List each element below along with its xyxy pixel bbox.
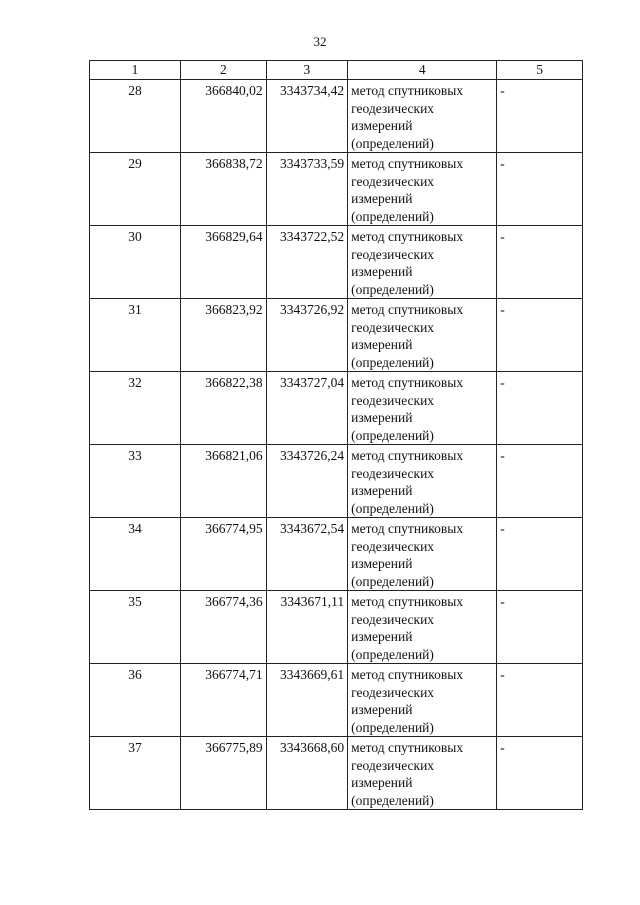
point-number-cell: 36 [90, 664, 181, 737]
y-coordinate-cell: 3343726,24 [266, 445, 347, 518]
method-cell [348, 737, 497, 810]
method-text-line: измерений [351, 702, 413, 717]
point-number-cell: 33 [90, 445, 181, 518]
y-coordinate-cell: 3343672,54 [266, 518, 347, 591]
point-number-cell: 29 [90, 153, 181, 226]
method-text-line: (определений) [351, 500, 434, 516]
note-cell: - [497, 226, 583, 299]
method-text-line: метод спутниковых [351, 448, 464, 463]
point-number-cell: 31 [90, 299, 181, 372]
x-coordinate-cell: 366838,72 [180, 153, 266, 226]
method-text-line: (определений) [351, 281, 434, 297]
method-text-line: (определений) [351, 354, 434, 370]
x-coordinate-cell: 366840,02 [180, 80, 266, 153]
note-cell: - [497, 737, 583, 810]
note-cell: - [497, 153, 583, 226]
column-header-3: 3 [266, 61, 347, 80]
method-text-line: измерений [351, 629, 413, 644]
x-coordinate-cell: 366829,64 [180, 226, 266, 299]
y-coordinate-cell: 3343668,60 [266, 737, 347, 810]
method-cell [348, 80, 497, 153]
method-text-line: измерений [351, 191, 413, 206]
method-text-line: метод спутниковых [351, 229, 464, 244]
note-cell: - [497, 299, 583, 372]
method-text-line: геодезических [351, 246, 435, 262]
method-text-line: геодезических [351, 684, 435, 700]
method-text-line: метод спутниковых [351, 375, 464, 390]
y-coordinate-cell: 3343733,59 [266, 153, 347, 226]
note-cell: - [497, 80, 583, 153]
method-text-line: (определений) [351, 208, 434, 224]
method-text-line: измерений [351, 483, 413, 498]
note-cell: - [497, 445, 583, 518]
method-text-line: измерений [351, 118, 413, 133]
method-text-line: измерений [351, 337, 413, 352]
method-text-line: геодезических [351, 100, 435, 116]
point-number-cell: 32 [90, 372, 181, 445]
method-text-line: метод спутниковых [351, 83, 464, 98]
method-text-line: измерений [351, 775, 413, 790]
table-row [90, 664, 583, 737]
coordinates-table [89, 60, 583, 810]
column-header-1: 1 [90, 61, 181, 80]
y-coordinate-cell: 3343727,04 [266, 372, 347, 445]
method-text-line: геодезических [351, 173, 435, 189]
x-coordinate-cell: 366822,38 [180, 372, 266, 445]
point-number-cell: 37 [90, 737, 181, 810]
method-text-line: метод спутниковых [351, 156, 464, 171]
page-number: 32 [313, 34, 327, 49]
x-coordinate-cell: 366774,36 [180, 591, 266, 664]
method-text-line: (определений) [351, 792, 434, 808]
table-header-row [90, 61, 583, 80]
table-row [90, 299, 583, 372]
method-text-line: геодезических [351, 465, 435, 481]
method-cell [348, 372, 497, 445]
point-number-cell: 30 [90, 226, 181, 299]
method-cell [348, 299, 497, 372]
x-coordinate-cell: 366774,95 [180, 518, 266, 591]
method-text-line: (определений) [351, 646, 434, 662]
method-text-line: геодезических [351, 611, 435, 627]
table-row [90, 80, 583, 153]
method-text-line: метод спутниковых [351, 521, 464, 536]
method-text-line: (определений) [351, 135, 434, 151]
x-coordinate-cell: 366774,71 [180, 664, 266, 737]
method-text-line: геодезических [351, 319, 435, 335]
point-number-cell: 34 [90, 518, 181, 591]
column-header-2: 2 [180, 61, 266, 80]
method-text-line: (определений) [351, 573, 434, 589]
method-cell [348, 445, 497, 518]
x-coordinate-cell: 366823,92 [180, 299, 266, 372]
point-number-cell: 35 [90, 591, 181, 664]
method-text-line: измерений [351, 556, 413, 571]
method-text-line: метод спутниковых [351, 302, 464, 317]
y-coordinate-cell: 3343726,92 [266, 299, 347, 372]
point-number-cell: 28 [90, 80, 181, 153]
method-text-line: метод спутниковых [351, 740, 464, 755]
method-cell [348, 518, 497, 591]
table-row [90, 153, 583, 226]
x-coordinate-cell: 366775,89 [180, 737, 266, 810]
table-row [90, 737, 583, 810]
method-text-line: геодезических [351, 757, 435, 773]
note-cell: - [497, 664, 583, 737]
y-coordinate-cell: 3343669,61 [266, 664, 347, 737]
table-row [90, 518, 583, 591]
note-cell: - [497, 518, 583, 591]
method-text-line: (определений) [351, 427, 434, 443]
method-text-line: (определений) [351, 719, 434, 735]
column-header-4: 4 [348, 61, 497, 80]
table-row [90, 226, 583, 299]
method-text-line: метод спутниковых [351, 594, 464, 609]
method-text-line: метод спутниковых [351, 667, 464, 682]
method-text-line: геодезических [351, 538, 435, 554]
y-coordinate-cell: 3343722,52 [266, 226, 347, 299]
table-row [90, 445, 583, 518]
table-body [90, 80, 583, 810]
method-cell [348, 591, 497, 664]
method-text-line: измерений [351, 264, 413, 279]
column-header-5: 5 [497, 61, 583, 80]
method-text-line: геодезических [351, 392, 435, 408]
method-cell [348, 153, 497, 226]
note-cell: - [497, 591, 583, 664]
table-row [90, 372, 583, 445]
table-row [90, 591, 583, 664]
method-text-line: измерений [351, 410, 413, 425]
method-cell [348, 226, 497, 299]
y-coordinate-cell: 3343734,42 [266, 80, 347, 153]
y-coordinate-cell: 3343671,11 [266, 591, 347, 664]
method-cell [348, 664, 497, 737]
note-cell: - [497, 372, 583, 445]
x-coordinate-cell: 366821,06 [180, 445, 266, 518]
